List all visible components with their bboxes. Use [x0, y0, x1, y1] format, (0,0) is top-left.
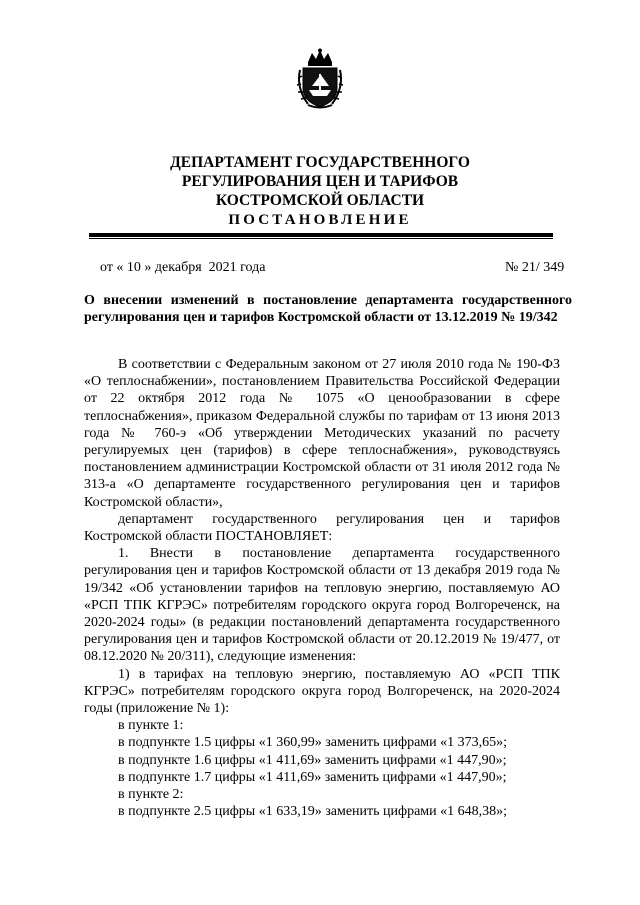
department-line: РЕГУЛИРОВАНИЯ ЦЕН И ТАРИФОВ [181, 173, 459, 190]
document-number: № 21/ 349 [505, 260, 565, 275]
body-paragraph: 1. Внести в постановление департамента государственного регулирования цен и тарифов Костромской области от 13 декабря 2019 года № 19/342 «Об установлении тарифов на тепловую энергию, поставляемую АО «РСП ТПК КГРЭС» потребителям городского округа город Волгореченск, на 2020-2024 годы» (в редакции постановлений департамента государственного регулирования цен и тарифов Костромской области от 20.12.2019 № 19/477, от 08.12.2020 № 20/311), следующие изменения: [84, 546, 560, 665]
list-item: в пункте 1: [118, 718, 184, 734]
body-paragraph: 1) в тарифах на тепловую энергию, поставляемую АО «РСП ТПК КГРЭС» потребителям городского округа город Волгореченск, на 2020-2024 годы (приложение № 1): [84, 666, 560, 717]
list-item: в подпункте 1.5 цифры «1 360,99» заменить цифрами «1 373,65»; [118, 735, 508, 751]
department-line: КОСТРОМСКОЙ ОБЛАСТИ [215, 192, 425, 209]
list-item: в подпункте 1.7 цифры «1 411,69» заменить цифрами «1 447,90»; [118, 769, 507, 785]
list-item: в подпункте 2.5 цифры «1 633,19» заменить цифрами «1 648,38»; [118, 804, 508, 820]
coat-of-arms-icon [294, 48, 346, 110]
document-type-heading: ПОСТАНОВЛЕНИЕ [228, 212, 412, 228]
department-name [0, 153, 640, 210]
department-line: ДЕПАРТАМЕНТ ГОСУДАРСТВЕННОГО [170, 154, 470, 171]
body-paragraph: В соответствии с Федеральным законом от 27 июля 2010 года № 190-ФЗ «О теплоснабжении», постановлением Правительства Российской Федерации от 22 октября 2012 года № 1075 «О ценообразовании в сфере теплоснабжения», приказом Федеральной службы по тарифам от 13 июня 2013 года № 760-э «Об утверждении Методических указаний по расчету регулируемых цен (тарифов) в сфере теплоснабжения», руководствуясь постановлением администрации Костромской области от 31 июля 2012 года № 313-а «О департаменте государственного регулирования цен и тарифов Костромской области», [84, 357, 560, 510]
document-body [84, 356, 560, 820]
list-item: в подпункте 1.6 цифры «1 411,69» заменить цифрами «1 447,90»; [118, 752, 507, 768]
header-divider-thin [89, 238, 553, 239]
body-paragraph: департамент государственного регулирования цен и тарифов Костромской области ПОСТАНОВЛЯЕТ: [84, 511, 560, 545]
document-date: от « 10 » декабря 2021 года [100, 260, 266, 275]
header-divider-thick [89, 233, 553, 237]
document-subject: О внесении изменений в постановление департамента государственного регулирования цен и тарифов Костромской области от 13.12.2019 № 19/342 [84, 293, 572, 325]
list-item: в пункте 2: [118, 787, 184, 803]
